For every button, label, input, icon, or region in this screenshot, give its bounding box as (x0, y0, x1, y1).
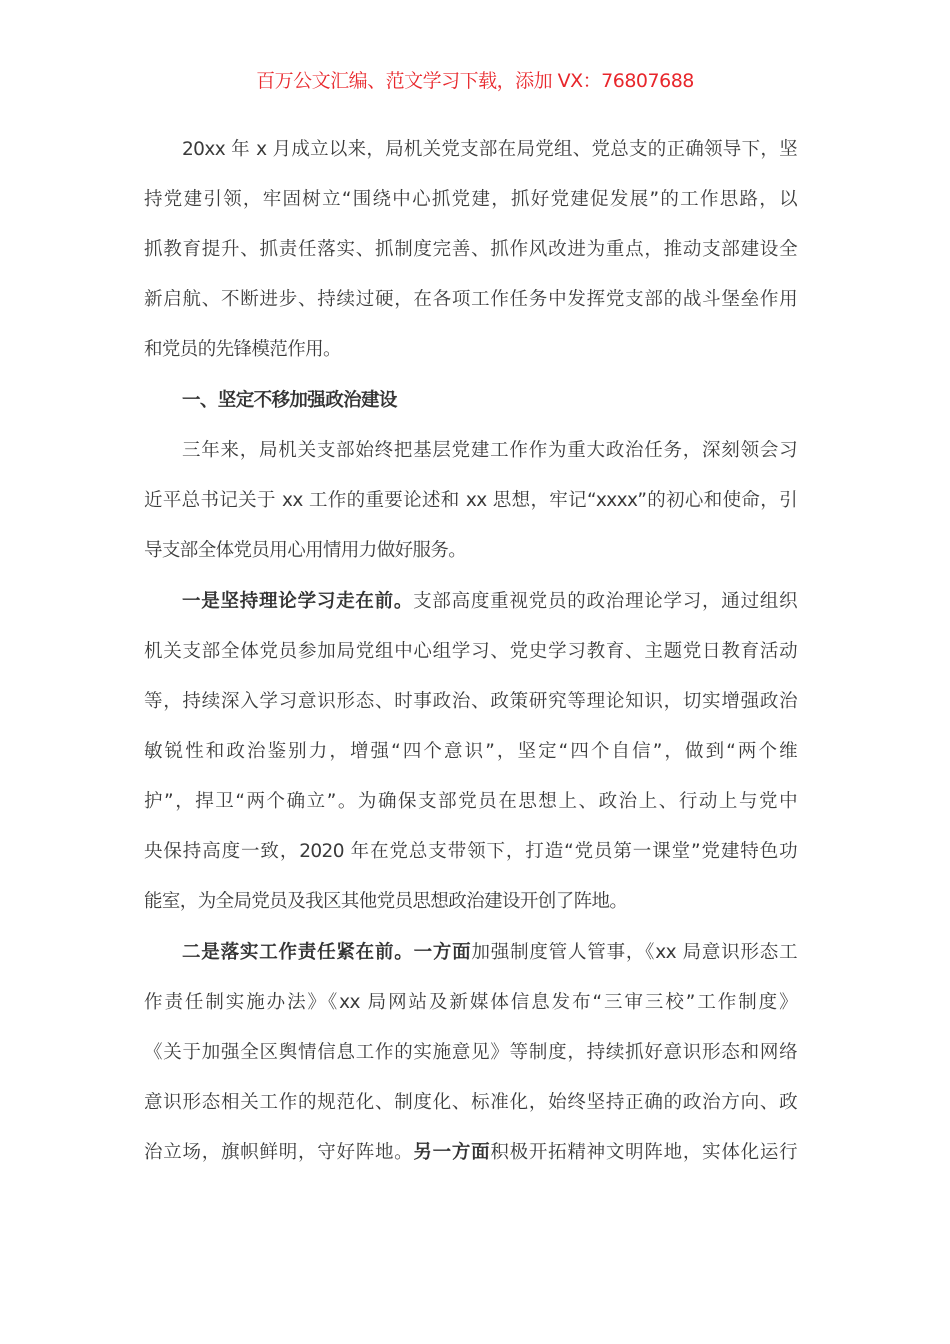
bold-text: 一、坚定不移加强政治建设 (182, 390, 397, 411)
bold-text: 二是落实工作责任紧在前。一方面 (182, 942, 472, 963)
text-line (144, 737, 797, 767)
text-segment: 《关于加强全区舆情信息工作的实施意见》等制度，持续抓好意识形态和网络 (144, 1042, 797, 1063)
text-line (182, 938, 797, 968)
text-line (144, 536, 797, 566)
watermark-header: 百万公文汇编、范文学习下载，添加 VX：76807688 (256, 70, 694, 92)
bold-text: 一是坚持理论学习走在前。 (182, 591, 414, 612)
text-segment: 等，持续深入学习意识形态、时事政治、政策研究等理论知识，切实增强政治 (144, 691, 797, 712)
text-segment: 积极开拓精神文明阵地，实体化运行 (490, 1142, 797, 1163)
text-line (182, 386, 797, 416)
text-line (144, 988, 797, 1018)
text-line (144, 637, 797, 667)
text-line (144, 335, 797, 365)
text-line (182, 587, 797, 617)
text-segment: 三年来，局机关支部始终把基层党建工作作为重大政治任务，深刻领会习 (182, 440, 797, 461)
text-line (182, 436, 797, 466)
text-line (144, 486, 797, 516)
text-segment: 持党建引领，牢固树立“围绕中心抓党建，抓好党建促发展”的工作思路，以 (144, 189, 797, 210)
text-line (144, 185, 797, 215)
text-segment: 机关支部全体党员参加局党组中心组学习、党史学习教育、主题党日教育活动 (144, 641, 797, 662)
text-line (182, 135, 797, 165)
text-line (144, 235, 797, 265)
text-segment: 护”，捍卫“两个确立”。为确保支部党员在思想上、政治上、行动上与党中 (144, 791, 797, 812)
text-line (144, 787, 797, 817)
text-segment: 能室，为全局党员及我区其他党员思想政治建设开创了阵地。 (144, 891, 628, 912)
text-line (144, 1088, 797, 1118)
text-line (144, 837, 797, 867)
text-segment: 20xx 年 x 月成立以来，局机关党支部在局党组、党总支的正确领导下，坚 (182, 139, 797, 160)
text-segment: 意识形态相关工作的规范化、制度化、标准化，始终坚持正确的政治方向、政 (144, 1092, 797, 1113)
text-line (144, 687, 797, 717)
text-line (144, 285, 797, 315)
text-segment: 抓教育提升、抓责任落实、抓制度完善、抓作风改进为重点，推动支部建设全 (144, 239, 797, 260)
text-segment: 新启航、不断进步、持续过硬，在各项工作任务中发挥党支部的战斗堡垒作用 (144, 289, 797, 310)
text-segment: 和党员的先锋模范作用。 (144, 339, 341, 360)
text-segment: 加强制度管人管事，《xx 局意识形态工 (471, 942, 797, 963)
text-line (144, 1038, 797, 1068)
text-segment: 支部高度重视党员的政治理论学习，通过组织 (413, 591, 797, 612)
text-segment: 近平总书记关于 xx 工作的重要论述和 xx 思想，牢记“xxxx”的初心和使命，引 (144, 490, 797, 511)
text-segment: 敏锐性和政治鉴别力，增强“四个意识”，坚定“四个自信”，做到“两个维 (144, 741, 797, 762)
text-segment: 央保持高度一致，2020 年在党总支带领下，打造“党员第一课堂”党建特色功 (144, 841, 797, 862)
text-segment: 作责任制实施办法》《xx 局网站及新媒体信息发布“三审三校”工作制度》 (144, 992, 797, 1013)
text-segment: 治立场，旗帜鲜明，守好阵地。 (144, 1142, 414, 1163)
bold-text: 另一方面 (413, 1142, 491, 1163)
text-segment: 导支部全体党员用心用情用力做好服务。 (144, 540, 467, 561)
text-line (144, 1138, 797, 1168)
text-line (144, 887, 797, 917)
